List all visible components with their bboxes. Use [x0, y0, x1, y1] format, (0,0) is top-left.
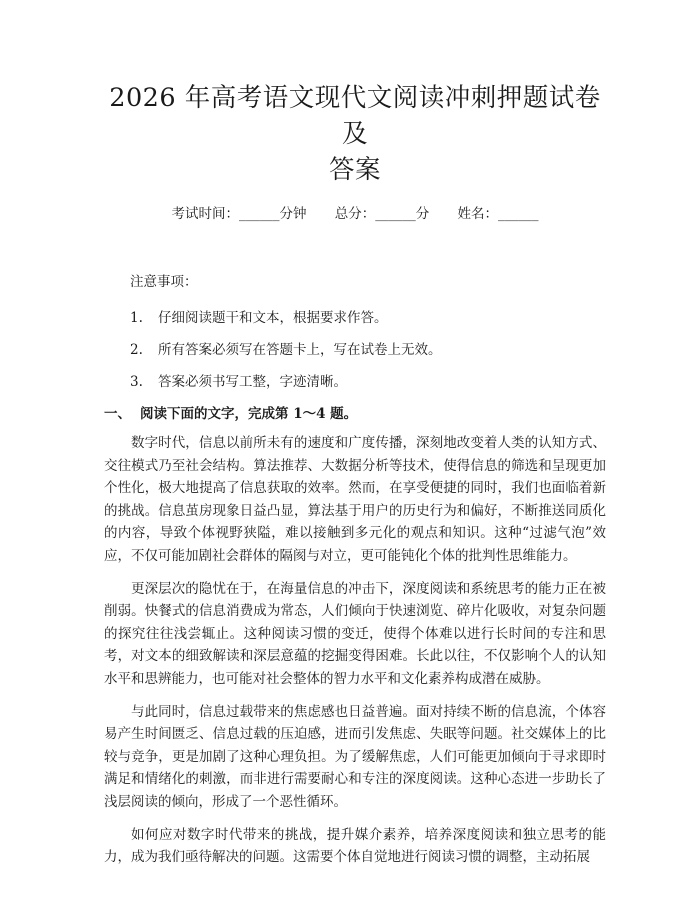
title-line-2: 答案 — [328, 155, 381, 185]
reading-paragraph: 如何应对数字时代带来的挑战，提升媒介素养，培养深度阅读和独立思考的能力，成为我们亟待解决的问题。这需要个体自觉地进行阅读习惯的调整，主动拓展 — [104, 826, 606, 866]
section-number: 一、 — [104, 406, 131, 422]
notes-list — [104, 308, 606, 392]
reading-paragraph: 与此同时，信息过载带来的焦虑感也日益普遍。面对持续不断的信息流，个体容易产生时间匮乏、信息过载的压迫感，进而引发焦虑、失眠等问题。社交媒体上的比较与竞争，更是加剧了这种心理负担。为了缓解焦虑，人们可能更加倾向于寻求即时满足和情绪化的刺激，而非进行需要耐心和专注的深度阅读。这种心态进一步助长了浅层阅读的倾向，形成了一个恶性循环。 — [104, 703, 606, 810]
exam-time-field: 考试时间：______分钟 — [171, 206, 307, 222]
reading-paragraph: 更深层次的隐忧在于，在海量信息的冲击下，深度阅读和系统思考的能力正在被削弱。快餐式的信息消费成为常态，人们倾向于快速浏览、碎片化吸收，对复杂问题的探究往往浅尝辄止。这种阅读习惯的变迁，使得个体难以进行长时间的专注和思考，对文本的细致解读和深层意蕴的挖掘变得困难。长此以往，不仅影响个人的认知水平和思辨能力，也可能对社会整体的智力水平和文化素养构成潜在威胁。 — [104, 580, 606, 687]
note-item — [104, 308, 606, 328]
notes-heading: 注意事项： — [130, 274, 198, 290]
note-text: 仔细阅读题干和文本，根据要求作答。 — [158, 310, 388, 326]
total-score-field: 总分：______分 — [334, 206, 430, 222]
note-text: 答案必须书写工整，字迹清晰。 — [158, 374, 347, 390]
page-title — [104, 0, 606, 188]
note-number: 2. — [130, 342, 143, 358]
note-text: 所有答案必须写在答题卡上，写在试卷上无效。 — [158, 342, 442, 358]
exam-meta — [104, 204, 606, 224]
note-item — [104, 372, 606, 392]
title-line-1: 2026 年高考语文现代文阅读冲刺押题试卷及 — [109, 83, 601, 149]
section-instruction: 阅读下面的文字，完成第 1～4 题。 — [140, 406, 358, 422]
section-heading — [104, 404, 606, 424]
student-name-field: 姓名：______ — [457, 206, 539, 222]
note-number: 1. — [130, 310, 143, 326]
reading-paragraph: 数字时代，信息以前所未有的速度和广度传播，深刻地改变着人类的认知方式、交往模式乃至社会结构。算法推荐、大数据分析等技术，使得信息的筛选和呈现更加个性化，极大地提高了信息获取的效率。然而，在享受便捷的同时，我们也面临着新的挑战。信息茧房现象日益凸显，算法基于用户的历史行为和偏好，不断推送同质化的内容，导致个体视野狭隘，难以接触到多元化的观点和知识。这种“过滤气泡”效应，不仅可能加剧社会群体的隔阂与对立，更可能钝化个体的批判性思维能力。 — [104, 435, 606, 564]
note-item — [104, 340, 606, 360]
note-number: 3. — [130, 374, 143, 390]
